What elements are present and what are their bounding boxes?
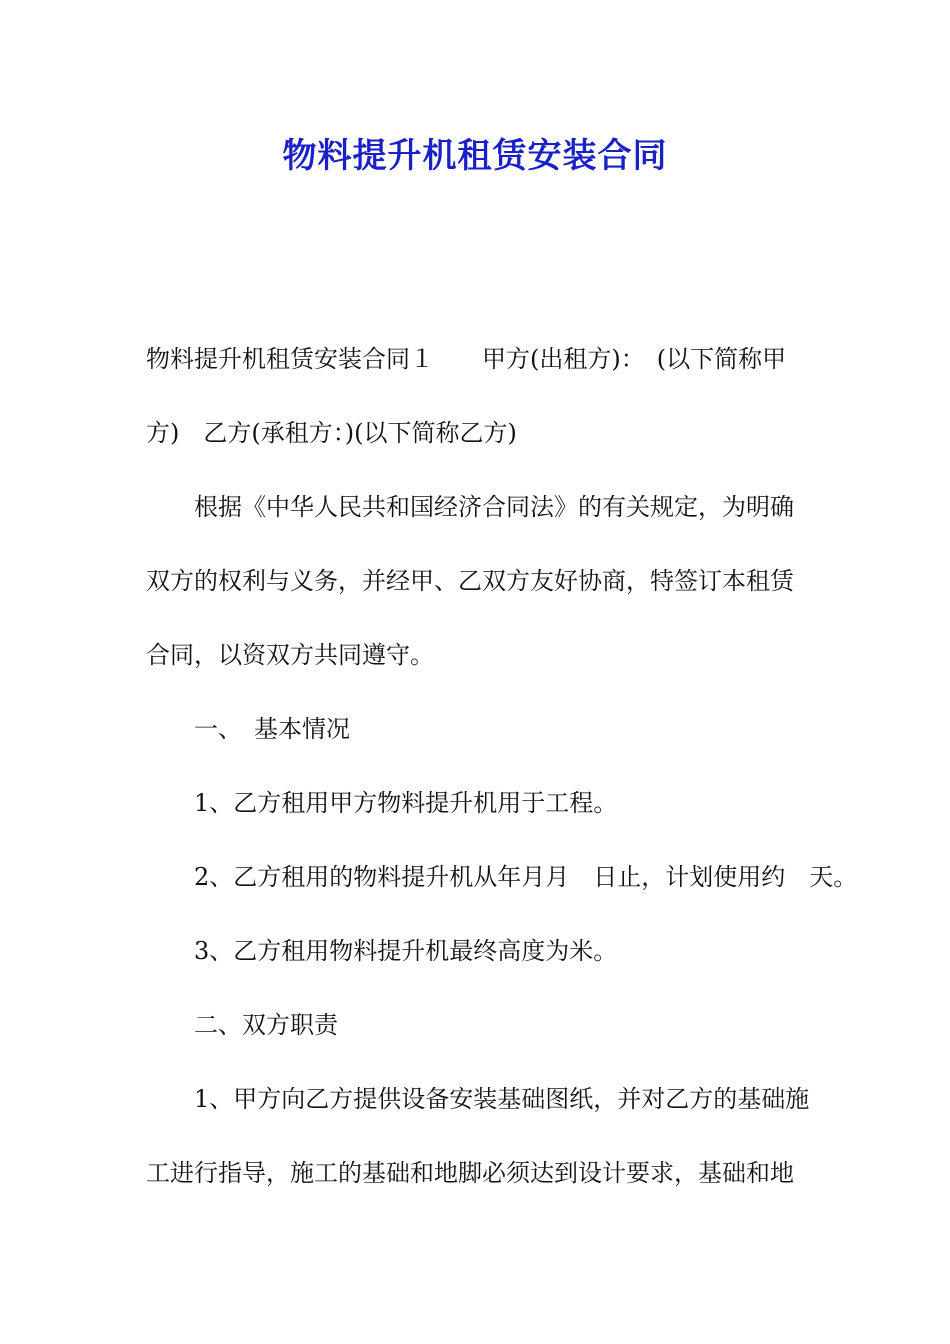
text-line-5: 合同，以资双方共同遵守。 bbox=[146, 641, 434, 669]
text-line-9: 3、乙方租用物料提升机最终高度为米。 bbox=[194, 937, 618, 965]
text-line-4: 双方的权利与义务，并经甲、乙双方友好协商，特签订本租赁 bbox=[146, 567, 794, 595]
document-body bbox=[146, 322, 858, 1210]
text-line-8: 2、乙方租用的物料提升机从年月月 日止，计划使用约 天。 bbox=[194, 863, 858, 891]
section-heading-2: 二、双方职责 bbox=[194, 1011, 338, 1039]
text-line-3: 根据《中华人民共和国经济合同法》的有关规定，为明确 bbox=[194, 493, 794, 521]
section-heading-1: 一、 基本情况 bbox=[194, 715, 350, 743]
document-title: 物料提升机租赁安装合同 bbox=[282, 136, 668, 176]
text-line-7: 1、乙方租用甲方物料提升机用于工程。 bbox=[194, 789, 618, 817]
text-line-2: 方) 乙方(承租方：)(以下简称乙方) bbox=[146, 419, 517, 447]
text-line-12: 工进行指导，施工的基础和地脚必须达到设计要求，基础和地 bbox=[146, 1159, 794, 1187]
text-line-1: 物料提升机租赁安装合同１ 甲方(出租方)： (以下简称甲 bbox=[146, 345, 787, 373]
text-line-11: 1、甲方向乙方提供设备安装基础图纸，并对乙方的基础施 bbox=[194, 1085, 810, 1113]
